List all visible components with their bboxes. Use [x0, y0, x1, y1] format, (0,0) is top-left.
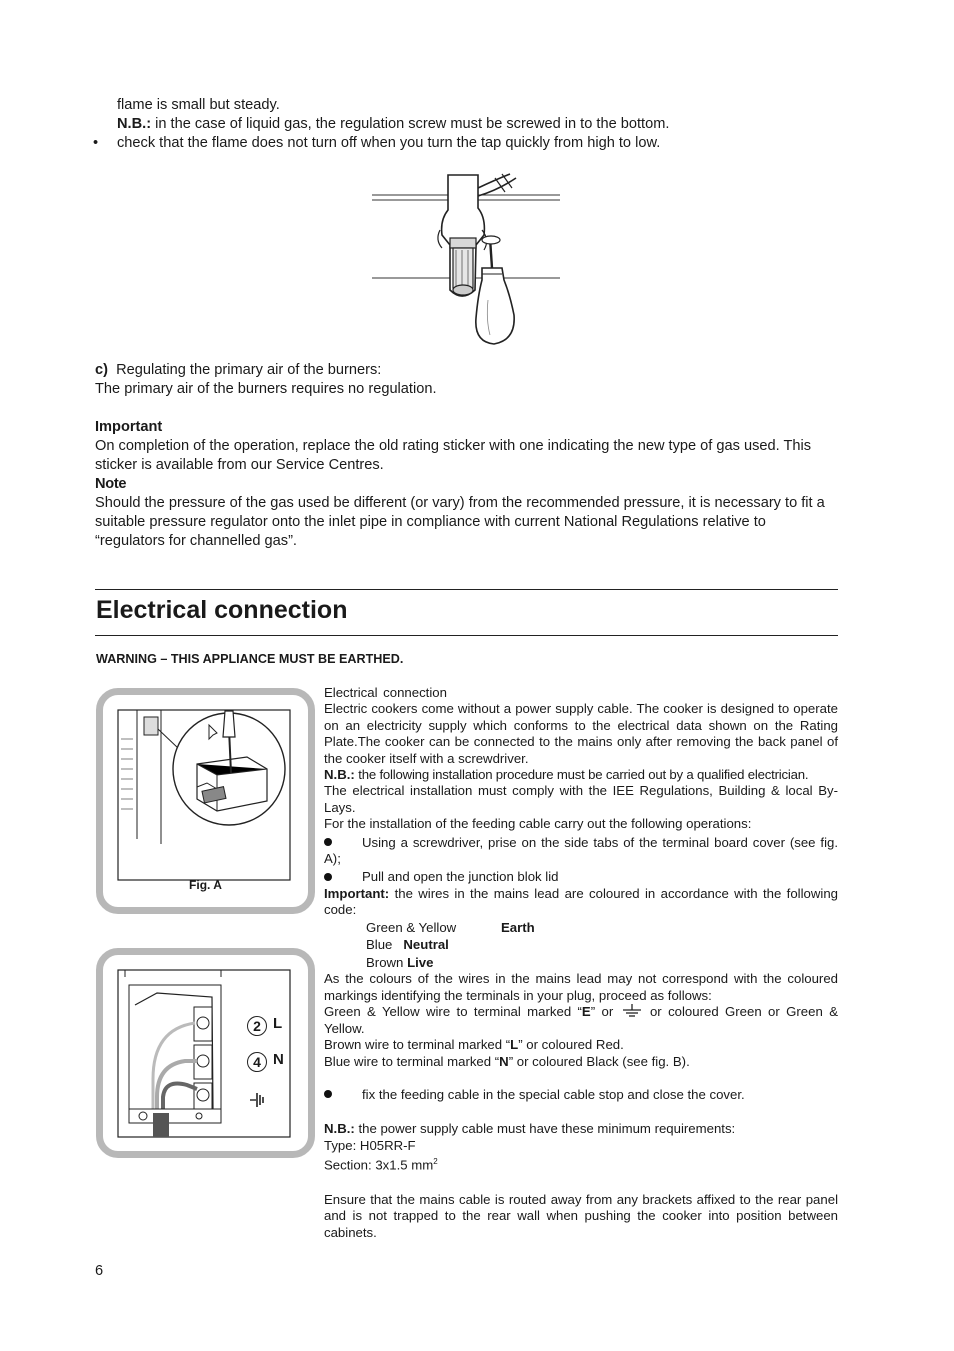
bullet-2-text: Pull and open the junction blok lid [362, 869, 559, 885]
section-rule-bottom [95, 635, 838, 636]
important-title [95, 418, 838, 437]
bullet-3-text: fix the feeding cable in the special cable stop and close the cover. [362, 1086, 745, 1102]
wire-colour: Blue [366, 937, 393, 953]
electrical-p2: The electrical installation must comply with the IEE Regulations, Building & local By-Lays. [324, 783, 838, 815]
earth-ground-icon [622, 1004, 642, 1018]
note-title-text: Note [95, 476, 127, 492]
bullet-icon [324, 873, 332, 881]
burner-regulation-illustration [370, 170, 562, 350]
br-text-a: Brown wire to terminal marked “ [324, 1037, 511, 1053]
note-title [95, 475, 838, 494]
wire-code-neutral [324, 936, 838, 954]
section-c-label: c) [95, 362, 108, 378]
section-rule-top [95, 589, 838, 590]
important-text: On completion of the operation, replace the old rating sticker with one indicating the new type of gas used. This sticker is available from our Service Centres. [95, 438, 812, 473]
electrical-subheading: Electrical connection [324, 685, 447, 700]
top-bullet-text: check that the flame does not turn off when you turn the tap quickly from high to low. [117, 135, 661, 151]
cable-section-text: Section: 3x1.5 mm [324, 1157, 434, 1173]
wire-role: Live [407, 954, 434, 970]
electrical-p1: Electric cookers come without a power supply cable. The cooker is designed to operate on an electricity supply which conforms to the electrical data shown on the Rating Plate.The cooker can be connected to the mains only after removing the back panel of the cooker itself with a screwdriver. [324, 701, 838, 766]
gy-text-b: ” or [590, 1004, 620, 1020]
gy-text-a: Green & Yellow wire to terminal marked “ [324, 1004, 582, 1020]
bullet-item-1 [324, 835, 838, 868]
section-c-heading-text: Regulating the primary air of the burners: [116, 362, 382, 378]
wire-code-live [324, 954, 838, 972]
important-label: Important: [324, 885, 390, 901]
blue-instruction [324, 1054, 838, 1070]
nb1-text: the following installation procedure must be carried out by a qualified electrician. [354, 767, 809, 783]
electrical-text-column [324, 685, 838, 1241]
section-c-text: The primary air of the burners requires no regulation. [95, 381, 437, 397]
figure-a-caption: Fig. A [189, 878, 222, 892]
section-c [95, 361, 838, 399]
figure-a-illustration [117, 709, 293, 885]
terminal-4-marker: 4 [247, 1052, 267, 1072]
top-line1: flame is small but steady. [117, 97, 280, 113]
bl-n: N [499, 1053, 509, 1069]
electrical-p3: For the installation of the feeding cable carry out the following operations: [324, 816, 752, 832]
br-l: L [510, 1037, 519, 1053]
wire-role: Earth [501, 919, 535, 935]
electrical-nb1 [324, 767, 838, 783]
cable-type: Type: H05RR-F [324, 1137, 416, 1153]
bullet-item-2 [324, 869, 838, 885]
electrical-nb2 [324, 1121, 838, 1137]
section-title: Electrical connection [96, 596, 348, 624]
bullet-icon [324, 838, 332, 846]
wire-colour: Brown [366, 954, 404, 970]
bullet-icon [324, 1090, 332, 1098]
earthing-warning: WARNING – THIS APPLIANCE MUST BE EARTHED. [96, 652, 404, 666]
terminal-n-label: N [273, 1051, 284, 1068]
nb1-label: N.B.: [324, 767, 355, 783]
note-text: Should the pressure of the gas used be different (or vary) from the recommended pressure, it is necessary to fit a suitable pressure regulator onto the inlet pipe in compliance with current National Regulations relative to “regulators for channelled gas”. [95, 495, 825, 549]
bullet-item-3 [324, 1087, 838, 1103]
top-nb [117, 115, 837, 134]
section-c-heading [95, 361, 838, 380]
electrical-important [324, 886, 838, 919]
cable-section [324, 1154, 838, 1174]
nb2-text: the power supply cable must have these minimum requirements: [354, 1121, 736, 1137]
nb-text: in the case of liquid gas, the regulation screw must be screwed in to the bottom. [151, 116, 670, 132]
wire-code-earth [324, 919, 838, 937]
figure-b-illustration [117, 969, 293, 1139]
gy-e: E [581, 1004, 591, 1020]
figure-b-frame [96, 948, 315, 1158]
bullet-1-text: Using a screwdriver, prise on the side tabs of the terminal board cover (see fig. A); [324, 834, 838, 867]
brown-instruction [324, 1037, 838, 1053]
nb-label: N.B.: [117, 116, 152, 132]
earth-symbol-icon [249, 1091, 267, 1109]
page-number: 6 [95, 1263, 104, 1279]
important-block [95, 418, 838, 551]
terminal-l-label: L [273, 1015, 283, 1032]
wire-role: Neutral [403, 937, 449, 953]
green-yellow-instruction [324, 1004, 838, 1037]
nb2-label: N.B.: [324, 1121, 355, 1137]
cable-section-sup: 2 [433, 1157, 438, 1167]
electrical-p5: Ensure that the mains cable is routed away from any brackets affixed to the rear panel and is not trapped to the rear wall when pushing the cooker into position between cabinets. [324, 1191, 838, 1240]
important-title-text: Important [95, 419, 163, 435]
wire-colour: Green & Yellow [366, 919, 457, 935]
figure-a-frame [96, 688, 315, 914]
bullet-marker: • [93, 135, 99, 151]
top-continuation [117, 96, 837, 134]
electrical-p4: As the colours of the wires in the mains lead may not correspond with the coloured markings identifying the terminals in your plug, proceed as follows: [324, 971, 838, 1003]
gy-text-c: or coloured Green or Green & Yellow. [324, 1004, 838, 1036]
bl-text-b: ” or coloured Black (see fig. B). [508, 1053, 690, 1069]
br-text-b: ” or coloured Red. [518, 1037, 624, 1053]
bl-text-a: Blue wire to terminal marked “ [324, 1053, 500, 1069]
terminal-2-marker: 2 [247, 1016, 267, 1036]
important-text: the wires in the mains lead are coloured in accordance with the following code: [324, 885, 838, 918]
